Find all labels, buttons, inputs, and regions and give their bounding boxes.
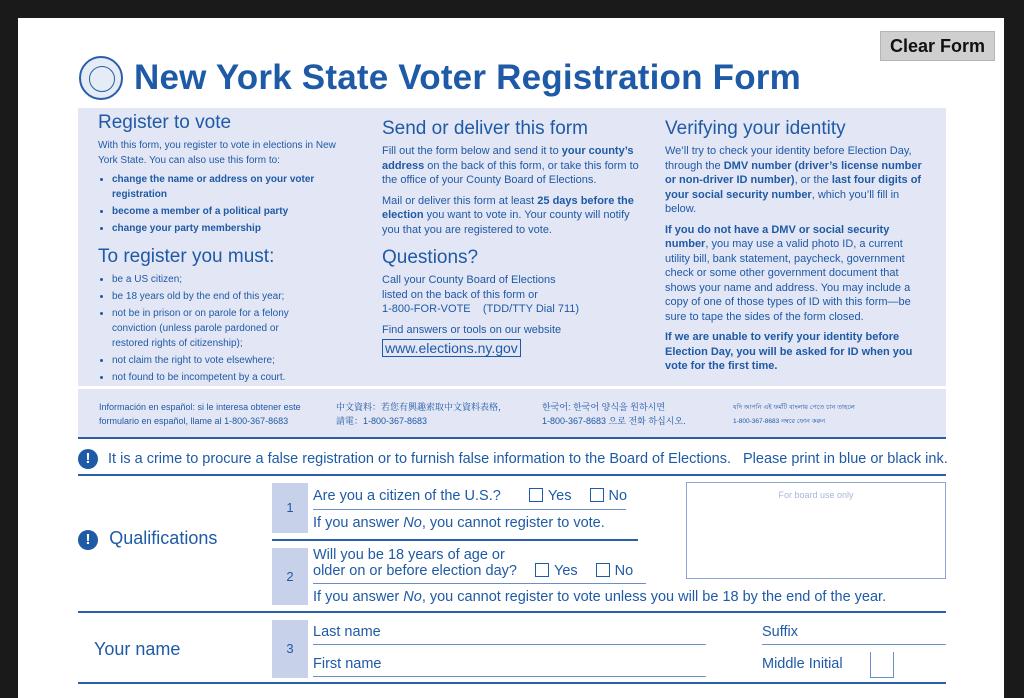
age-note: If you answer No, you cannot register to vote unless you will be 18 by the end of the year. (313, 589, 887, 605)
citizen-note: If you answer No, you cannot register to vote. (313, 515, 605, 531)
age-yes-checkbox[interactable] (535, 563, 549, 577)
first-name-label: First name (313, 656, 382, 672)
send-heading: Send or deliver this form (382, 118, 588, 139)
section-rule (78, 682, 946, 684)
warning-text: It is a crime to procure a false registration or to furnish false information to the Board of Elections. (108, 451, 732, 467)
page-title: New York State Voter Registration Form (134, 58, 801, 97)
your-name-label: Your name (94, 639, 181, 659)
chinese-info: 中文資料：若您有興趣索取中文資料表格， 請電：1-800-367-8683 (336, 402, 508, 426)
verify-heading: Verifying your identity (665, 118, 846, 139)
field-line (313, 509, 626, 510)
qualifications-label: ! Qualifications (78, 528, 217, 550)
question-number: 2 (272, 548, 308, 605)
requirement-item: • not be in prison or on parole for a felony conviction (unless parole pardoned or restored rights of citizenship); (112, 306, 302, 351)
send-column (382, 118, 640, 358)
exclamation-icon: ! (78, 449, 98, 469)
requirement-item: • be 18 years old by the end of this year; (112, 289, 356, 304)
questions-listed: listed on the back of this form or (382, 288, 538, 301)
questions-phone: 1-800-FOR-VOTE (TDD/TTY Dial 711) (382, 303, 580, 315)
citizen-yes-label: Yes (547, 488, 572, 504)
last-name-field[interactable] (313, 644, 706, 645)
bengali-info: যদি আপনি এই ফর্মটি বাংলায় পেতে চান তাহলে 1-800-367-8683 নম্বরে ফোন করুন (733, 404, 855, 425)
verify-paragraph-3: If we are unable to verify your identity before Election Day, you will be asked for ID when you vote for the first time. (665, 331, 913, 372)
nys-seal-icon (79, 56, 123, 100)
field-line (313, 583, 646, 584)
citizen-no-checkbox[interactable] (590, 488, 604, 502)
clear-form-button[interactable]: Clear Form (880, 31, 995, 61)
register-intro: With this form, you register to vote in elections in New York State. You can also use this form to: (98, 140, 336, 166)
middle-initial-field[interactable] (870, 652, 894, 678)
section-rule (78, 437, 946, 439)
question-number: 1 (272, 483, 308, 533)
citizen-question: Are you a citizen of the U.S.? Yes No (313, 488, 628, 504)
register-item: change the name or address on your voter registration (112, 174, 315, 200)
questions-find: Find answers or tools on our website (382, 323, 562, 336)
requirement-item: • not claim the right to vote elsewhere; (112, 353, 356, 368)
section-rule (78, 611, 946, 613)
requirement-item: • be a US citizen; (112, 272, 356, 287)
age-question: Will you be 18 years of age or older on or before election day? Yes No (313, 547, 634, 579)
board-use-label: For board use only (778, 490, 854, 500)
last-name-label: Last name (313, 624, 381, 640)
age-no-checkbox[interactable] (596, 563, 610, 577)
website-link[interactable]: www.elections.ny.gov (382, 339, 521, 357)
suffix-label: Suffix (762, 624, 799, 640)
register-item: change your party membership (112, 223, 261, 234)
requirements-heading: To register you must: (98, 246, 275, 267)
ink-instruction: Please print in blue or black ink. (743, 451, 948, 467)
section-rule (78, 474, 946, 476)
questions-heading: Questions? (382, 247, 479, 268)
verify-paragraph-1: We’ll try to check your identity before Election Day, through the DMV number (driver’s license number or non-driver ID number), or the last four digits of your social security number, which you’ll fill in below. (665, 145, 922, 215)
suffix-field[interactable] (762, 644, 946, 645)
register-column (98, 112, 356, 387)
middle-initial-label: Middle Initial (762, 656, 843, 672)
send-paragraph-2: Mail or deliver this form at least 25 days before the election you want to vote in. Your county will notify you that you are registered to vote. (382, 194, 634, 236)
send-paragraph-1: Fill out the form below and send it to your county’s address on the back of this form, or take this form to the office of your County Board of Elections. (382, 145, 639, 186)
warning-row (78, 449, 731, 469)
verify-paragraph-2: If you do not have a DMV or social security number, you may use a valid photo ID, a current utility bill, bank statement, paycheck, government check or some other government document that shows your name and address. You may include a copy of one of those types of ID with this form—be sure to tape the sides of the form closed. (665, 223, 911, 323)
verify-column (665, 118, 927, 374)
citizen-yes-checkbox[interactable] (529, 488, 543, 502)
age-no-label: No (614, 563, 634, 579)
korean-info: 한국어: 한국어 양식을 원하시면 1-800-367-8683 으로 전화 하십시오. (542, 402, 686, 426)
citizen-no-label: No (608, 488, 628, 504)
register-item: become a member of a political party (112, 206, 289, 217)
age-yes-label: Yes (553, 563, 578, 579)
first-name-field[interactable] (313, 676, 706, 677)
requirement-item: • not found to be incompetent by a court. (112, 370, 356, 385)
spanish-info: Información en español: si le interesa obtener este formulario en español, llame al 1-800-367-8683 (99, 402, 301, 426)
question-divider (272, 539, 638, 541)
register-heading: Register to vote (98, 112, 232, 133)
board-use-box (686, 482, 946, 579)
question-number: 3 (272, 620, 308, 678)
exclamation-icon: ! (78, 530, 98, 550)
questions-call: Call your County Board of Elections (382, 274, 556, 286)
